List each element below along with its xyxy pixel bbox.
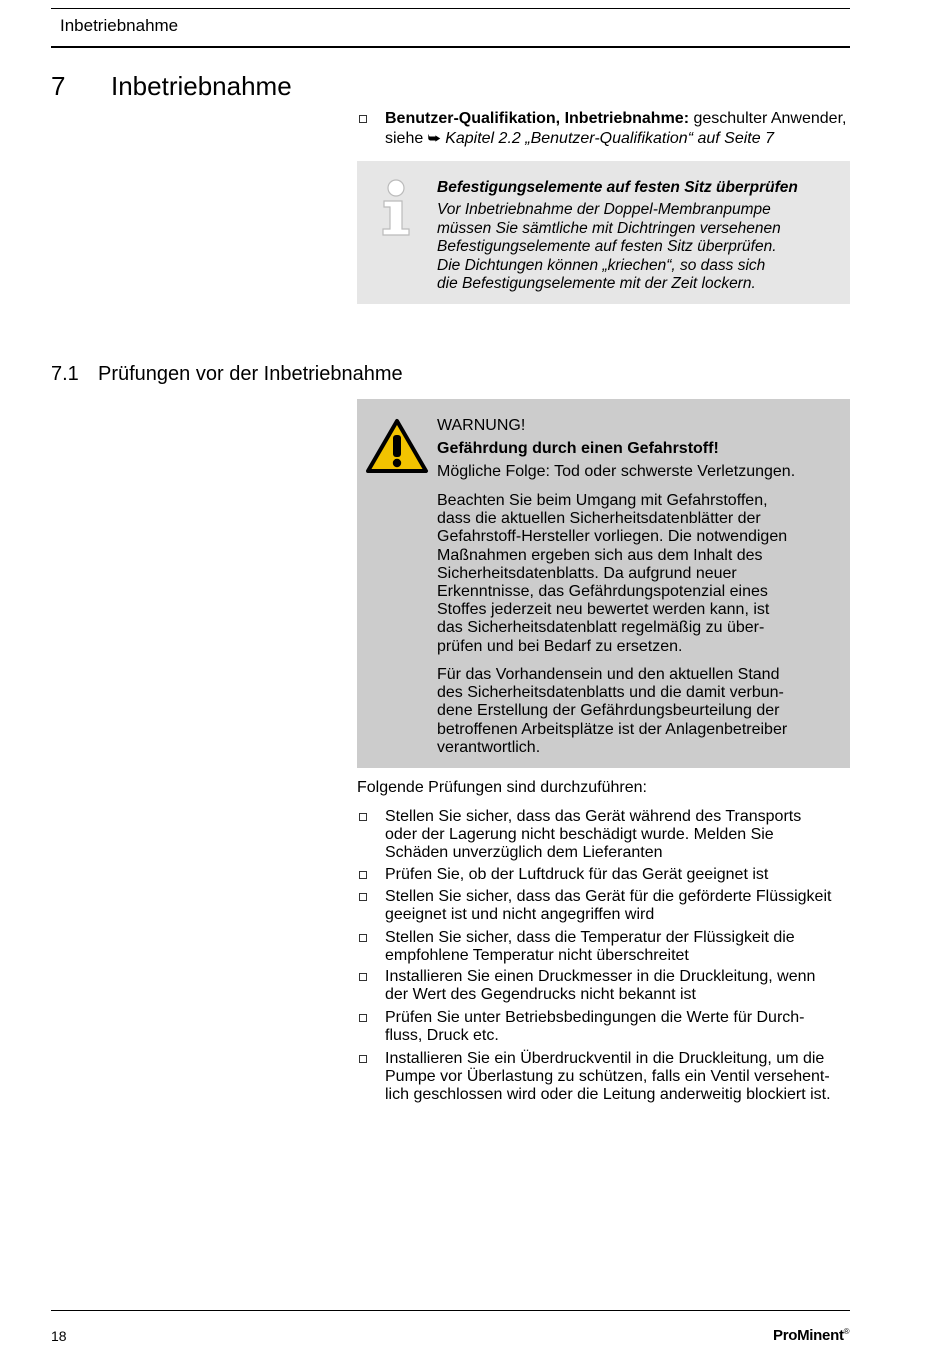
warning-line: das Sicherheitsdatenblatt regelmäßig zu über- xyxy=(437,619,765,637)
warning-paragraph-1 xyxy=(437,492,827,656)
warning-line: Stoffes jederzeit neu bewertet werden kann, ist xyxy=(437,601,770,619)
list-item-line: der Wert des Gegendrucks nicht bekannt ist xyxy=(385,986,696,1004)
list-item-line: Stellen Sie sicher, dass das Gerät für die geförderte Flüssigkeit xyxy=(385,888,832,905)
bullet-square-icon xyxy=(359,893,367,901)
checks-list-item xyxy=(385,1009,855,1045)
section-title: Prüfungen vor der Inbetriebnahme xyxy=(98,363,403,385)
warning-header xyxy=(437,414,795,483)
qualification-paragraph xyxy=(385,110,855,148)
bullet-square-icon xyxy=(359,973,367,981)
warning-line: verantwortlich. xyxy=(437,738,541,756)
warning-paragraph-2 xyxy=(437,666,827,757)
checks-intro: Folgende Prüfungen sind durchzuführen: xyxy=(357,779,647,796)
section-number: 7.1 xyxy=(51,363,79,385)
info-note-line: müssen Sie sämtliche mit Dichtringen versehenen xyxy=(437,219,781,237)
list-item-line: Stellen Sie sicher, dass das Gerät während des Transports xyxy=(385,808,802,825)
warning-line: betroffenen Arbeitsplätze ist der Anlagenbetreiber xyxy=(437,720,788,738)
checks-list-item xyxy=(385,1050,855,1105)
info-note-line: Vor Inbetriebnahme der Doppel-Membranpumpe xyxy=(437,201,771,218)
chapter-title: Inbetriebnahme xyxy=(111,71,292,101)
logo-pro: Pro xyxy=(773,1327,798,1344)
bullet-square-icon xyxy=(359,813,367,821)
checks-list-item xyxy=(385,929,855,965)
list-item-line: Prüfen Sie unter Betriebsbedingungen die Werte für Durch- xyxy=(385,1009,805,1026)
bullet-square-icon xyxy=(359,871,367,879)
list-item-line: Stellen Sie sicher, dass die Temperatur der Flüssigkeit die xyxy=(385,929,795,946)
list-item-line: Schäden unverzüglich dem Lieferanten xyxy=(385,844,663,862)
warning-line: Maßnahmen ergeben sich aus dem Inhalt des xyxy=(437,546,763,564)
warning-line: Erkenntnisse, das Gefährdungspotenzial eines xyxy=(437,583,768,601)
info-note-line: Die Dichtungen können „kriechen“, so dass sich xyxy=(437,256,766,274)
header-top-rule xyxy=(51,8,850,9)
warning-consequence: Mögliche Folge: Tod oder schwerste Verletzungen. xyxy=(437,463,796,480)
info-note-title: Befestigungselemente auf festen Sitz überprüfen xyxy=(437,179,798,196)
list-item-line: Installieren Sie ein Überdruckventil in die Druckleitung, um die xyxy=(385,1050,825,1067)
chapter-number: 7 xyxy=(51,71,66,101)
warning-line: prüfen und bei Bedarf zu ersetzen. xyxy=(437,637,683,655)
bullet-square-icon xyxy=(359,1055,367,1063)
warning-line: dene Erstellung der Gefährdungsbeurteilung der xyxy=(437,702,780,720)
list-item-line: Installieren Sie einen Druckmesser in die Druckleitung, wenn xyxy=(385,968,816,985)
bullet-square-icon xyxy=(359,1014,367,1022)
bullet-square-icon xyxy=(359,934,367,942)
chapter-reference-link[interactable]: Kapitel 2.2 „Benutzer-Qualifikation“ auf Seite 7 xyxy=(445,129,774,147)
warning-line: dass die aktuellen Sicherheitsdatenblätter der xyxy=(437,510,761,528)
warning-line: Für das Vorhandensein und den aktuellen Stand xyxy=(437,666,780,683)
logo-registered-mark: ® xyxy=(843,1327,850,1336)
prominent-logo xyxy=(773,1327,849,1344)
header-bottom-rule xyxy=(51,46,850,48)
warning-line: Gefahrstoff-Hersteller vorliegen. Die notwendigen xyxy=(437,528,788,546)
info-icon xyxy=(378,179,414,239)
qualification-see: siehe xyxy=(385,129,428,147)
page-number: 18 xyxy=(51,1328,67,1344)
running-header-title: Inbetriebnahme xyxy=(60,16,179,35)
bullet-square-icon xyxy=(359,115,367,123)
warning-line: Sicherheitsdatenblatts. Da aufgrund neuer xyxy=(437,564,737,582)
info-note-line: Befestigungselemente auf festen Sitz überprüfen. xyxy=(437,238,777,255)
link-arrow-icon: ⮩ xyxy=(427,129,441,146)
warning-line: des Sicherheitsdatenblatts und die damit verbun- xyxy=(437,684,784,702)
checks-list-item xyxy=(385,808,855,863)
list-item-line: fluss, Druck etc. xyxy=(385,1027,499,1045)
logo-minent: Minent xyxy=(797,1327,844,1344)
footer-rule xyxy=(51,1310,850,1311)
list-item-line: oder der Lagerung nicht beschädigt wurde. Melden Sie xyxy=(385,826,774,844)
info-note-text xyxy=(437,201,837,294)
warning-triangle-icon xyxy=(364,417,430,475)
qualification-text: geschulter Anwender, xyxy=(689,110,847,127)
list-item-line: geeignet ist und nicht angegriffen wird xyxy=(385,906,655,924)
checks-list-item xyxy=(385,866,855,884)
checks-list-item xyxy=(385,888,855,924)
list-item-line: Pumpe vor Überlastung zu schützen, falls ein Ventil versehent- xyxy=(385,1068,830,1086)
qualification-label: Benutzer-Qualifikation, Inbetriebnahme: xyxy=(385,110,690,127)
list-item-line: Prüfen Sie, ob der Luftdruck für das Gerät geeignet ist xyxy=(385,866,769,883)
info-note-line: die Befestigungselemente mit der Zeit lockern. xyxy=(437,275,756,292)
warning-label: WARNUNG! xyxy=(437,417,526,434)
warning-line: Beachten Sie beim Umgang mit Gefahrstoffen, xyxy=(437,492,768,509)
warning-hazard: Gefährdung durch einen Gefahrstoff! xyxy=(437,440,719,457)
list-item-line: lich geschlossen wird oder die Leitung anderweitig blockiert ist. xyxy=(385,1086,831,1104)
checks-list-item xyxy=(385,968,855,1004)
list-item-line: empfohlene Temperatur nicht überschreitet xyxy=(385,947,689,965)
